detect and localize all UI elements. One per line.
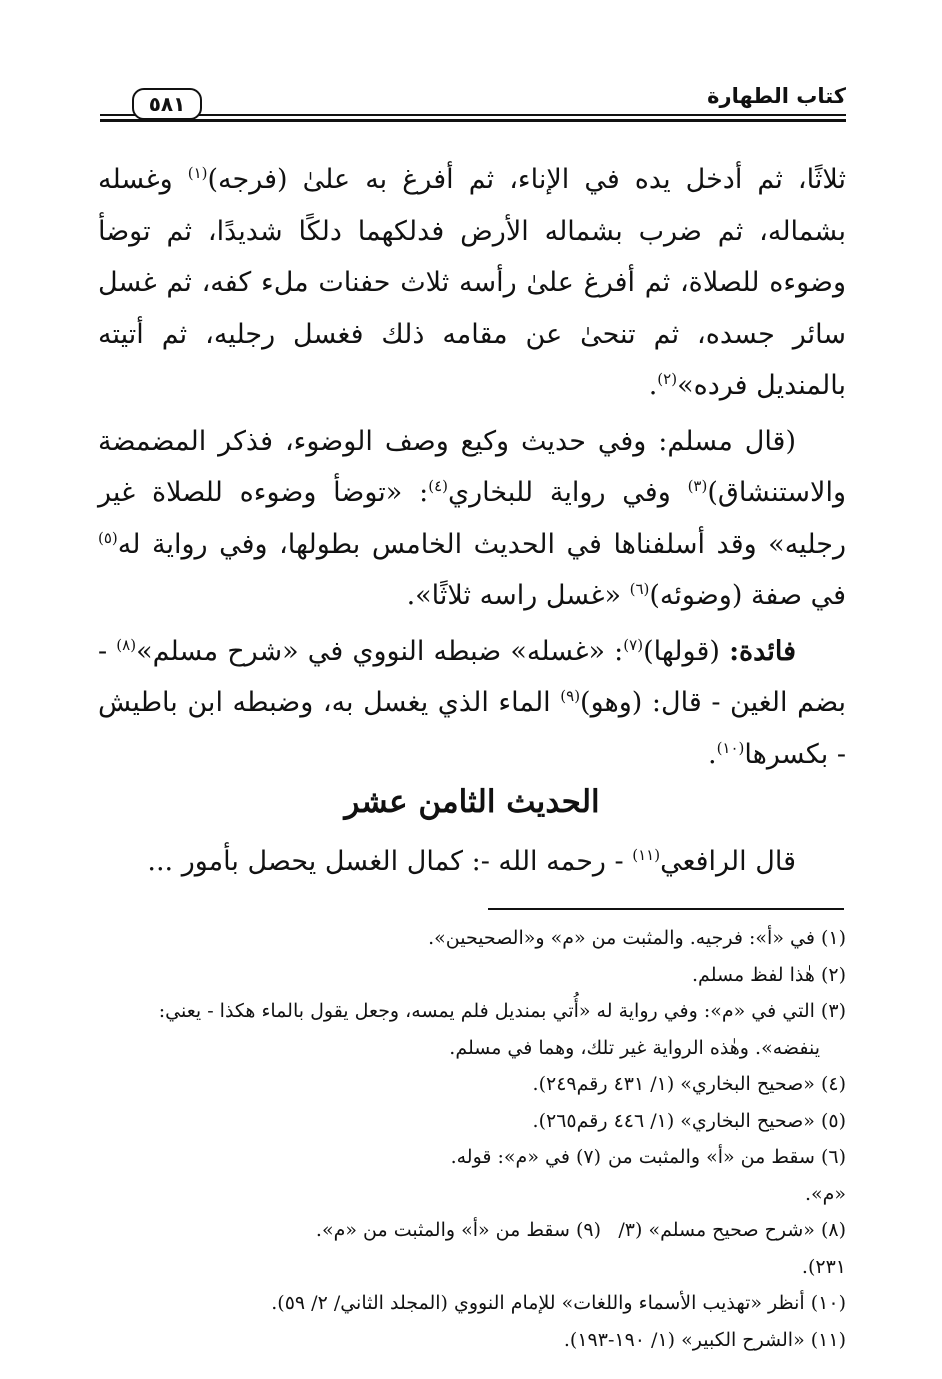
footnote-5: (٥) «صحيح البخاري» (١/ ٤٤٦ رقم٢٦٥). <box>532 1109 846 1132</box>
footnote-row-6-7 <box>98 1139 846 1212</box>
footnote-row-8-9 <box>98 1212 846 1285</box>
footnote-ref: (٣) <box>687 477 708 495</box>
footnote-ref: (١) <box>187 164 208 182</box>
header-rule <box>100 114 846 116</box>
footnote-3: (٣) التي في «م»: وفي رواية له «أُتي بمنديل فلم يمسه، وجعل يقول بالماء هكذا - يعني: <box>158 1000 846 1022</box>
footnote-1: (١) في «أ»: فرجيه. والمثبت من «م» و«الصحيحين». <box>428 927 846 949</box>
footnote-ref: (١١) <box>632 846 661 864</box>
footnote-3-continued: ينفضه». وهٰذه الرواية غير تلك، وهما في مسلم. <box>449 1036 820 1059</box>
running-title: كتاب الطهارة <box>707 84 846 108</box>
footnote-ref: (٥) <box>98 528 118 547</box>
footnote-ref: (٢) <box>657 370 678 388</box>
footnote-4: (٤) «صحيح البخاري» (١/ ٤٣١ رقم٢٤٩). <box>532 1073 846 1095</box>
footnote-9: (٩) سقط من «أ» والمثبت من «م». <box>315 1219 601 1241</box>
header-rule-thick <box>100 119 846 122</box>
footnote-11: (١١) «الشرح الكبير» (١/ ١٩٠-١٩٣). <box>563 1328 846 1351</box>
footnote-ref: (٧) <box>623 635 644 654</box>
footnote-2: (٢) هٰذا لفظ مسلم. <box>692 963 846 986</box>
paragraph-3: فائدة: (قولها)$^{(٧)}$: «غسله» ضبطه النووي في «شرح مسلم»$^{(٨)}$ - بضم الغين - قال: (وهو)$^{(٩)}$ الماء الذي يغسل به، وضبطه ابن باطيش - بكسرها$^{(١٠)}$. <box>98 635 846 770</box>
footnote-10: (١٠) أنظر «تهذيب الأسماء واللغات» للإمام النووي (المجلد الثاني/ ٢/ ٥٩). <box>271 1292 846 1314</box>
footnote-ref: (٤) <box>428 477 448 495</box>
footnote-ref: (١٠) <box>716 738 745 757</box>
page-header <box>100 84 846 130</box>
main-text <box>98 154 846 780</box>
footnote-6: (٦) سقط من «أ» والمثبت من «م». <box>608 1146 846 1205</box>
paragraph-1: ثلاثًا، ثم أدخل يده في الإناء، ثم أفرغ به علىٰ (فرجه)$^{(١)}$ وغسله بشماله، ثم ضرب بشماله الأرض فدلكهما دلكًا شديدًا، ثم توضأ وضوءه للصلاة، ثم أفرغ علىٰ رأسه ثلاث حفنات ملء كفه، ثم غسل سائر جسده، ثم تنحىٰ عن مقامه ذلك فغسل رجليه، ثم أتيته بالمنديل فرده»$^{(٢)}$. <box>98 164 846 401</box>
footnote-7: (٧) في «م»: قوله. <box>450 1146 601 1168</box>
footnote-ref: (٩) <box>560 687 581 705</box>
footnote-8: (٨) «شرح صحيح مسلم» (٣/ ٢٣١). <box>618 1219 846 1278</box>
footnotes <box>98 920 846 1358</box>
benefit-label: فائدة: <box>729 635 796 667</box>
footnote-separator <box>488 908 844 910</box>
footnote-ref: (٨) <box>116 635 137 654</box>
footnote-ref: (٦) <box>629 580 650 598</box>
section-heading: الحديث الثامن عشر <box>344 784 600 820</box>
paragraph-2: (قال مسلم: وفي حديث وكيع وصف الوضوء، فذكر المضمضة والاستنشاق)$^{(٣)}$ وفي رواية للبخاري$^{(٤)}$: «توضأ وضوءه للصلاة غير رجليه» وقد أسلفناها في الحديث الخامس بطولها، وفي رواية له$^{(٥)}$ في صفة (وضوئه)$^{(٦)}$ «غسل راسه ثلاثًا». <box>98 425 846 611</box>
page-number: ٥٨١ <box>132 88 202 120</box>
section-intro: قال الرافعي$^{(١١)}$ - رحمه الله -: كمال الغسل يحصل بأمور ... <box>147 846 796 877</box>
